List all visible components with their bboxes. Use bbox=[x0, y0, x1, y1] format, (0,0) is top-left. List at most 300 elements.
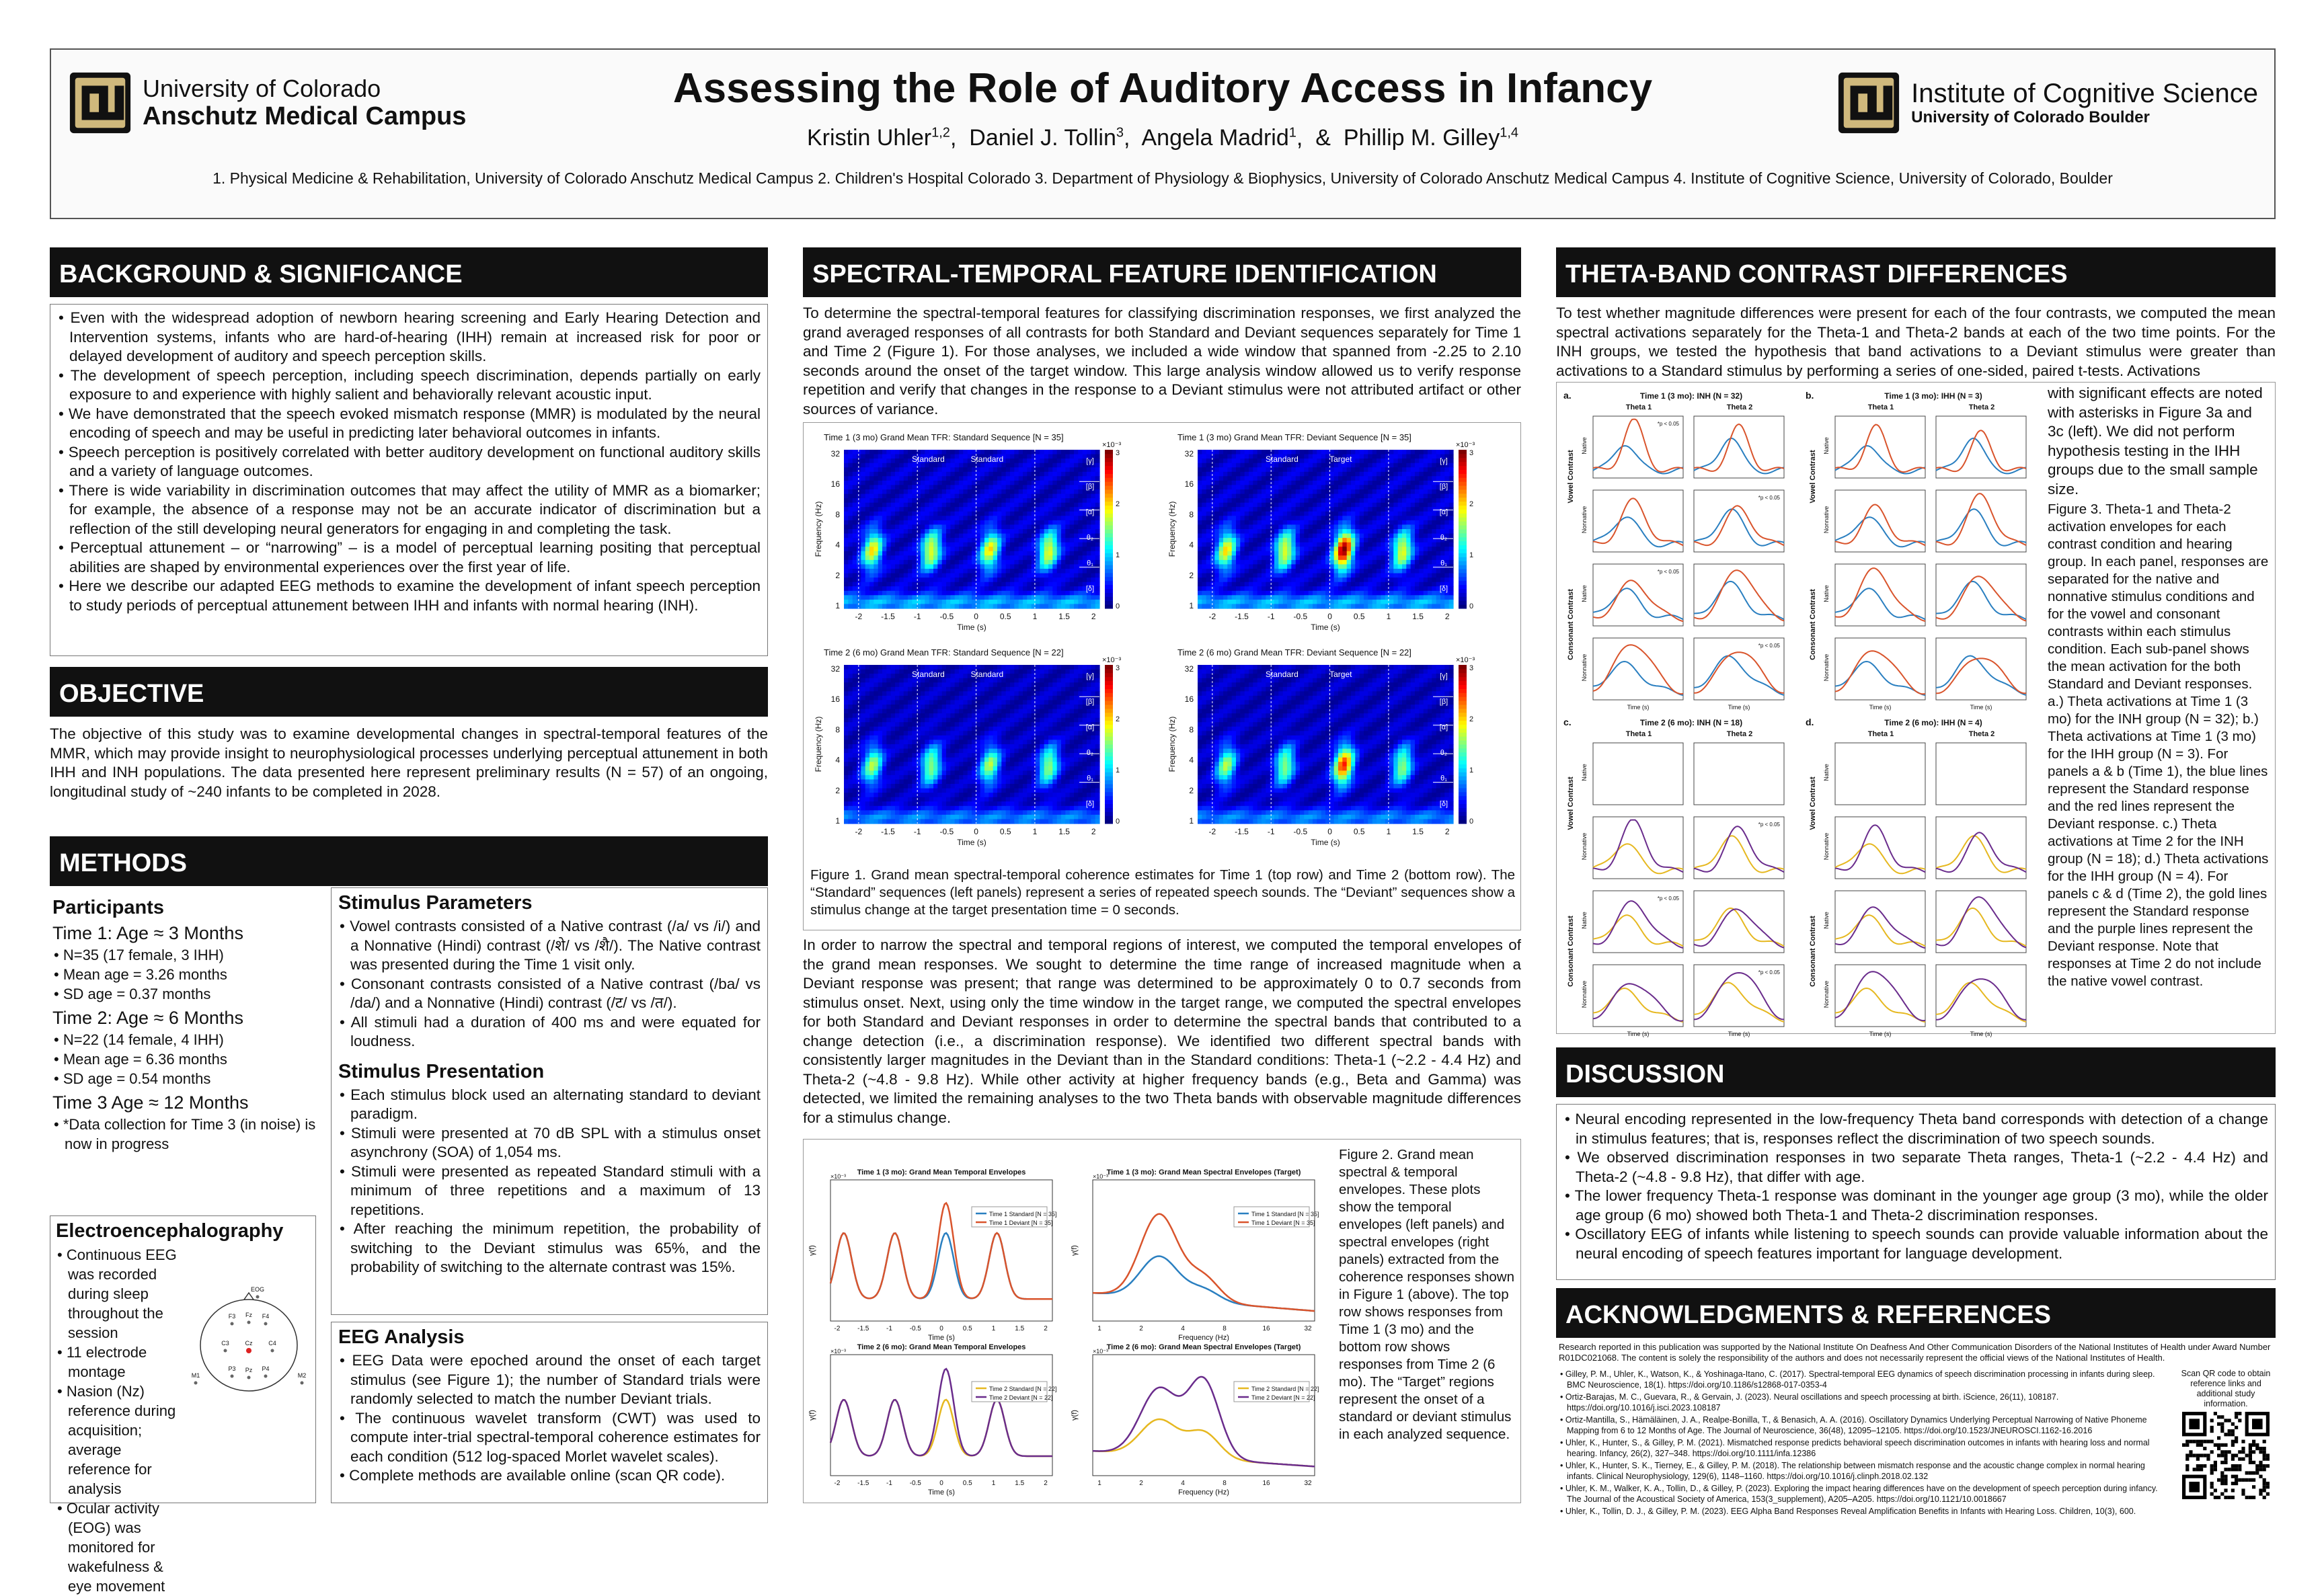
tfr-cell bbox=[1027, 577, 1032, 582]
tfr-cell bbox=[989, 604, 993, 608]
tfr-cell bbox=[882, 775, 887, 780]
tfr-cell bbox=[1240, 543, 1245, 547]
colorbar-cell bbox=[1105, 561, 1113, 565]
tfr-cell bbox=[1368, 507, 1372, 512]
tfr-cell bbox=[1074, 463, 1079, 468]
tfr-cell bbox=[857, 498, 861, 503]
tfr-cell bbox=[1296, 529, 1301, 534]
tfr-cell bbox=[1372, 489, 1377, 494]
tfr-cell bbox=[869, 687, 874, 692]
tfr-cell bbox=[886, 749, 891, 754]
tfr-cell bbox=[1202, 450, 1206, 454]
tfr-cell bbox=[1428, 573, 1432, 578]
tfr-cell bbox=[1355, 573, 1360, 578]
tfr-cell bbox=[1342, 543, 1347, 547]
tfr-cell bbox=[933, 524, 938, 529]
tfr-cell bbox=[844, 674, 849, 678]
tfr-cell bbox=[1309, 569, 1313, 573]
tfr-cell bbox=[1309, 494, 1313, 499]
tfr-cell bbox=[853, 696, 857, 701]
tfr-cell bbox=[1424, 529, 1428, 534]
tfr-cell bbox=[882, 753, 887, 758]
tfr-cell bbox=[857, 450, 861, 454]
tfr-cell bbox=[1342, 577, 1347, 582]
tfr-cell bbox=[925, 472, 929, 477]
tfr-cell bbox=[1372, 503, 1377, 508]
tfr-cell bbox=[1355, 534, 1360, 538]
tfr-cell bbox=[1325, 512, 1330, 516]
tfr-cell bbox=[1398, 467, 1403, 472]
eeg-bullet-2: • 11 electrode montage bbox=[56, 1343, 188, 1382]
tfr-cell bbox=[1219, 577, 1224, 582]
electrode-dot bbox=[256, 1295, 260, 1299]
tfr-cell bbox=[1223, 555, 1228, 560]
tfr-cell bbox=[1419, 582, 1424, 587]
tfr-cell bbox=[1240, 577, 1245, 582]
tfr-cell bbox=[984, 547, 989, 551]
tfr-cell bbox=[844, 815, 849, 820]
tfr-cell bbox=[1342, 569, 1347, 573]
tfr-cell bbox=[1368, 569, 1372, 573]
tfr-cell bbox=[1010, 595, 1015, 600]
tfr-cell bbox=[904, 524, 908, 529]
tfr-cell bbox=[878, 687, 883, 692]
tfr-cell bbox=[908, 586, 913, 591]
tfr-cell bbox=[1334, 604, 1339, 608]
tfr-cell bbox=[1338, 600, 1343, 604]
tfr-cell bbox=[976, 520, 980, 525]
tfr-cell bbox=[874, 529, 878, 534]
colorbar-tick: 0 bbox=[1116, 602, 1120, 610]
tfr-cell bbox=[1398, 516, 1403, 520]
tfr-cell bbox=[857, 529, 861, 534]
participant-group-1-label: Time 1: Age ≈ 3 Months bbox=[52, 923, 321, 944]
tfr-cell bbox=[874, 797, 878, 802]
band-label: [δ] bbox=[1440, 585, 1448, 593]
tfr-cell bbox=[1023, 516, 1028, 520]
tfr-cell bbox=[1240, 512, 1245, 516]
tfr-cell bbox=[844, 582, 849, 587]
tfr-cell bbox=[1019, 454, 1023, 459]
tfr-cell bbox=[1432, 489, 1436, 494]
tfr-cell bbox=[1372, 586, 1377, 591]
tfr-cell bbox=[984, 555, 989, 560]
tfr-cell bbox=[1342, 503, 1347, 508]
tfr-cell bbox=[1223, 507, 1228, 512]
tfr-cell bbox=[1010, 507, 1015, 512]
tfr-cell bbox=[1240, 463, 1245, 468]
tfr-cell bbox=[1006, 476, 1011, 481]
tfr-cell bbox=[1198, 543, 1202, 547]
tfr-cell bbox=[950, 543, 955, 547]
tfr-cell bbox=[1300, 512, 1305, 516]
tfr-cell bbox=[848, 801, 853, 806]
tfr-cell bbox=[857, 573, 861, 578]
tfr-cell bbox=[857, 604, 861, 608]
tfr-cell bbox=[1023, 582, 1028, 587]
tfr-cell bbox=[1223, 450, 1228, 454]
tfr-cell bbox=[1262, 538, 1266, 543]
tfr-cell bbox=[1338, 520, 1343, 525]
tfr-cell bbox=[1032, 516, 1036, 520]
tfr-cell bbox=[878, 560, 883, 565]
tfr-cell bbox=[1061, 543, 1066, 547]
tfr-cell bbox=[993, 481, 998, 485]
tfr-cell bbox=[1023, 547, 1028, 551]
tfr-cell bbox=[1249, 463, 1253, 468]
tfr-cell bbox=[1334, 489, 1339, 494]
tfr-cell bbox=[1406, 604, 1411, 608]
tfr-cell bbox=[1364, 600, 1368, 604]
tfr-cell bbox=[891, 582, 896, 587]
tfr-cell bbox=[1278, 498, 1283, 503]
tfr-cell bbox=[1381, 503, 1385, 508]
tfr-cell bbox=[1219, 507, 1224, 512]
tfr-cell bbox=[1057, 463, 1062, 468]
author-2: Daniel J. Tollin bbox=[969, 125, 1116, 151]
tfr-cell bbox=[895, 498, 900, 503]
tfr-cell bbox=[1052, 472, 1057, 477]
tfr-cell bbox=[904, 458, 908, 463]
tfr-cell bbox=[1065, 512, 1070, 516]
tfr-cell bbox=[1296, 600, 1301, 604]
tfr-cell bbox=[984, 551, 989, 556]
tfr-cell bbox=[1014, 489, 1019, 494]
tfr-cell bbox=[869, 722, 874, 727]
tfr-cell bbox=[1027, 472, 1032, 477]
tfr-cell bbox=[972, 551, 976, 556]
tfr-cell bbox=[1389, 555, 1394, 560]
participant-group-2-items bbox=[52, 1030, 321, 1088]
tfr-cell bbox=[857, 538, 861, 543]
tfr-cell bbox=[993, 560, 998, 565]
tfr-cell bbox=[1389, 564, 1394, 569]
tfr-cell bbox=[1023, 458, 1028, 463]
author-1: Kristin Uhler bbox=[807, 125, 931, 151]
tfr-cell bbox=[1249, 564, 1253, 569]
tfr-cell bbox=[857, 713, 861, 718]
tfr-cell bbox=[1385, 485, 1390, 489]
tfr-cell bbox=[1432, 600, 1436, 604]
tfr-cell bbox=[1274, 503, 1279, 508]
tfr-cell bbox=[984, 543, 989, 547]
tfr-cell bbox=[1074, 481, 1079, 485]
tfr-cell bbox=[1355, 560, 1360, 565]
tfr-cell bbox=[1052, 604, 1057, 608]
tfr-cell bbox=[1240, 547, 1245, 551]
tfr-cell bbox=[1245, 467, 1249, 472]
tfr-cell bbox=[980, 467, 985, 472]
tfr-cell bbox=[1406, 498, 1411, 503]
tfr-cell bbox=[1377, 564, 1381, 569]
tfr-cell bbox=[1377, 481, 1381, 485]
tfr-cell bbox=[1360, 577, 1364, 582]
tfr-cell bbox=[1240, 503, 1245, 508]
tfr-cell bbox=[1065, 503, 1070, 508]
tfr-cell bbox=[1274, 555, 1279, 560]
tfr-cell bbox=[848, 770, 853, 775]
tfr-cell bbox=[1065, 467, 1070, 472]
tfr-cell bbox=[1210, 547, 1215, 551]
tfr-cell bbox=[1240, 538, 1245, 543]
tfr-cell bbox=[865, 727, 870, 731]
tfr-cell bbox=[1202, 547, 1206, 551]
tfr-cell bbox=[1304, 560, 1309, 565]
x-tick-label: 1.5 bbox=[1412, 612, 1424, 621]
tfr-cell bbox=[1424, 569, 1428, 573]
tfr-cell bbox=[1364, 595, 1368, 600]
tfr-cell bbox=[1202, 516, 1206, 520]
tfr-cell bbox=[848, 793, 853, 797]
tfr-cell bbox=[1355, 582, 1360, 587]
tfr-cell bbox=[1019, 458, 1023, 463]
tfr-cell bbox=[853, 678, 857, 683]
tfr-cell bbox=[933, 481, 938, 485]
tfr-cell bbox=[1057, 498, 1062, 503]
tfr-cell bbox=[1048, 463, 1053, 468]
tfr-cell bbox=[1266, 467, 1270, 472]
tfr-cell bbox=[844, 454, 849, 459]
tfr-cell bbox=[882, 582, 887, 587]
tfr-cell bbox=[878, 753, 883, 758]
tfr-cell bbox=[878, 591, 883, 596]
tfr-cell bbox=[844, 573, 849, 578]
tfr-cell bbox=[1095, 555, 1100, 560]
tfr-cell bbox=[1351, 507, 1356, 512]
tfr-cell bbox=[1381, 560, 1385, 565]
tfr-cell bbox=[1440, 569, 1445, 573]
tfr-cell bbox=[929, 560, 934, 565]
tfr-cell bbox=[874, 789, 878, 793]
tfr-cell bbox=[1325, 573, 1330, 578]
tfr-cell bbox=[1040, 512, 1044, 516]
tfr-cell bbox=[857, 524, 861, 529]
tfr-cell bbox=[844, 797, 849, 802]
tfr-cell bbox=[1385, 569, 1390, 573]
tfr-cell bbox=[942, 560, 947, 565]
tfr-cell bbox=[878, 476, 883, 481]
tfr-cell bbox=[976, 529, 980, 534]
tfr-cell bbox=[1304, 595, 1309, 600]
tfr-cell bbox=[921, 481, 925, 485]
tfr-cell bbox=[980, 489, 985, 494]
tfr-cell bbox=[1023, 489, 1028, 494]
colorbar-cell bbox=[1459, 541, 1467, 545]
tfr-cell bbox=[1095, 534, 1100, 538]
tfr-cell bbox=[1334, 573, 1339, 578]
tfr-cell bbox=[1321, 551, 1326, 556]
tfr-cell bbox=[1444, 543, 1449, 547]
tfr-cell bbox=[1389, 450, 1394, 454]
tfr-cell bbox=[925, 551, 929, 556]
colorbar-cell bbox=[1105, 577, 1113, 581]
tfr-cell bbox=[1296, 489, 1301, 494]
tfr-cell bbox=[899, 604, 904, 608]
tfr-cell bbox=[1444, 476, 1449, 481]
tfr-cell bbox=[848, 709, 853, 714]
tfr-cell bbox=[955, 512, 960, 516]
tfr-cell bbox=[1329, 489, 1334, 494]
tfr-cell bbox=[857, 547, 861, 551]
tfr-cell bbox=[861, 529, 865, 534]
tfr-cell bbox=[857, 516, 861, 520]
tfr-cell bbox=[1057, 547, 1062, 551]
tfr-cell bbox=[1291, 512, 1296, 516]
tfr-cell bbox=[921, 586, 925, 591]
tfr-cell bbox=[955, 595, 960, 600]
tfr-cell bbox=[874, 722, 878, 727]
tfr-cell bbox=[1210, 450, 1215, 454]
tfr-cell bbox=[844, 458, 849, 463]
tfr-cell bbox=[1074, 560, 1079, 565]
tfr-cell bbox=[857, 591, 861, 596]
tfr-cell bbox=[1227, 520, 1232, 525]
figure-1 bbox=[803, 422, 1521, 930]
tfr-cell bbox=[1385, 463, 1390, 468]
participant-stat: • *Data collection for Time 3 (in noise) is now in progress bbox=[52, 1115, 321, 1154]
tfr-cell bbox=[1406, 595, 1411, 600]
tfr-cell bbox=[882, 529, 887, 534]
tfr-cell bbox=[1253, 481, 1257, 485]
tfr-cell bbox=[1381, 450, 1385, 454]
tfr-cell bbox=[882, 801, 887, 806]
tfr-cell bbox=[1257, 467, 1262, 472]
stim-params-bullets bbox=[338, 917, 761, 1051]
tfr-cell bbox=[1428, 529, 1432, 534]
tfr-cell bbox=[1057, 560, 1062, 565]
tfr-cell bbox=[1411, 524, 1416, 529]
tfr-cell bbox=[1210, 555, 1215, 560]
tfr-cell bbox=[1198, 467, 1202, 472]
tfr-cell bbox=[955, 503, 960, 508]
tfr-cell bbox=[1381, 498, 1385, 503]
tfr-cell bbox=[929, 591, 934, 596]
tfr-cell bbox=[1321, 582, 1326, 587]
tfr-cell bbox=[1287, 494, 1292, 499]
tfr-cell bbox=[980, 516, 985, 520]
tfr-cell bbox=[1381, 591, 1385, 596]
tfr-cell bbox=[878, 538, 883, 543]
tfr-cell bbox=[1360, 560, 1364, 565]
tfr-cell bbox=[963, 600, 968, 604]
tfr-cell bbox=[1202, 494, 1206, 499]
tfr-cell bbox=[1360, 481, 1364, 485]
tfr-cell bbox=[1309, 520, 1313, 525]
tfr-cell bbox=[1083, 524, 1087, 529]
tfr-title: Time 1 (3 mo) Grand Mean TFR: Deviant Sequence [N = 35] bbox=[1177, 432, 1411, 442]
tfr-cell bbox=[891, 595, 896, 600]
tfr-cell bbox=[1432, 586, 1436, 591]
tfr-cell bbox=[1377, 547, 1381, 551]
tfr-cell bbox=[882, 547, 887, 551]
tfr-cell bbox=[1334, 512, 1339, 516]
tfr-cell bbox=[853, 538, 857, 543]
tfr-cell bbox=[1296, 516, 1301, 520]
tfr-cell bbox=[1449, 498, 1454, 503]
tfr-cell bbox=[1083, 450, 1087, 454]
tfr-cell bbox=[1074, 512, 1079, 516]
tfr-cell bbox=[904, 600, 908, 604]
tfr-cell bbox=[1393, 564, 1398, 569]
tfr-cell bbox=[878, 582, 883, 587]
tfr-cell bbox=[1044, 450, 1049, 454]
tfr-cell bbox=[1291, 467, 1296, 472]
tfr-cell bbox=[976, 524, 980, 529]
tfr-cell bbox=[1214, 538, 1219, 543]
tfr-cell bbox=[1262, 498, 1266, 503]
tfr-cell bbox=[1432, 569, 1436, 573]
tfr-cell bbox=[1389, 467, 1394, 472]
tfr-cell bbox=[1368, 591, 1372, 596]
tfr-cell bbox=[997, 591, 1002, 596]
tfr-cell bbox=[1309, 586, 1313, 591]
tfr-cell bbox=[959, 524, 964, 529]
tfr-cell bbox=[844, 534, 849, 538]
background-heading: BACKGROUND & SIGNIFICANCE bbox=[50, 247, 768, 297]
tfr-cell bbox=[1001, 600, 1006, 604]
tfr-cell bbox=[929, 472, 934, 477]
tfr-cell bbox=[1023, 591, 1028, 596]
tfr-cell bbox=[844, 731, 849, 735]
tfr-cell bbox=[1304, 586, 1309, 591]
tfr-cell bbox=[1377, 600, 1381, 604]
tfr-cell bbox=[1313, 450, 1317, 454]
tfr-cell bbox=[886, 543, 891, 547]
colorbar-cell bbox=[1105, 502, 1113, 506]
tfr-cell bbox=[968, 467, 972, 472]
tfr-cell bbox=[1334, 494, 1339, 499]
tfr-cell bbox=[1040, 467, 1044, 472]
tfr-cell bbox=[857, 806, 861, 811]
tfr-cell bbox=[1415, 538, 1420, 543]
tfr-cell bbox=[1070, 524, 1075, 529]
tfr-cell bbox=[1274, 586, 1279, 591]
tfr-cell bbox=[1040, 534, 1044, 538]
tfr-cell bbox=[899, 573, 904, 578]
tfr-cell bbox=[886, 705, 891, 709]
tfr-cell bbox=[853, 551, 857, 556]
tfr-cell bbox=[1317, 520, 1321, 525]
tfr-cell bbox=[1232, 577, 1237, 582]
tfr-cell bbox=[1001, 582, 1006, 587]
tfr-cell bbox=[1214, 577, 1219, 582]
tfr-cell bbox=[989, 529, 993, 534]
tfr-cell bbox=[950, 489, 955, 494]
tfr-cell bbox=[1309, 547, 1313, 551]
tfr-cell bbox=[912, 534, 917, 538]
tfr-cell bbox=[1329, 569, 1334, 573]
tfr-cell bbox=[895, 595, 900, 600]
tfr-cell bbox=[955, 577, 960, 582]
tfr-cell bbox=[937, 485, 942, 489]
tfr-cell bbox=[1424, 524, 1428, 529]
tfr-cell bbox=[1283, 586, 1288, 591]
tfr-standard-label: Standard bbox=[1266, 454, 1299, 464]
tfr-cell bbox=[1334, 555, 1339, 560]
tfr-cell bbox=[1398, 547, 1403, 551]
tfr-cell bbox=[1317, 454, 1321, 459]
tfr-cell bbox=[1355, 591, 1360, 596]
tfr-cell bbox=[1074, 569, 1079, 573]
tfr-cell bbox=[1432, 582, 1436, 587]
tfr-cell bbox=[1206, 551, 1211, 556]
tfr-cell bbox=[959, 472, 964, 477]
tfr-cell bbox=[874, 713, 878, 718]
tfr-cell bbox=[1317, 529, 1321, 534]
tfr-cell bbox=[912, 467, 917, 472]
tfr-cell bbox=[878, 665, 883, 670]
colorbar-cell bbox=[1105, 458, 1113, 462]
